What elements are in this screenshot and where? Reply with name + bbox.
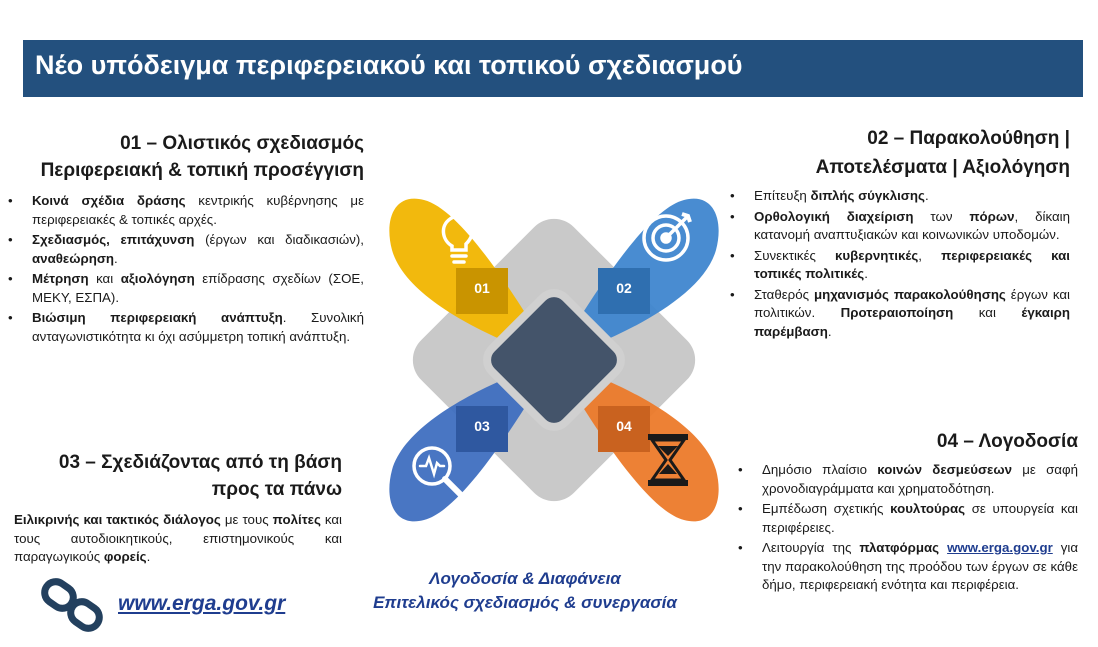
list-item: • Εμπέδωση σχετικής κουλτούρας σε υπουργεία και περιφέρειες. [734, 500, 1078, 537]
list-item: • Κοινά σχέδια δράσης κεντρικής κυβέρνησης με περιφερειακές & τοπικές αρχές. [4, 192, 364, 229]
list-item: • Ορθολογική διαχείριση των πόρων, δίκαιη κατανομή αναπτυξιακών και κοινωνικών υποδομών. [726, 208, 1070, 245]
list-item: • Λειτουργία της πλατφόρμας www.erga.gov.gr για την παρακολούθηση της προόδου των έργων σε κάθε δήμο, περιφερειακή ενότητα και περιφέρεια. [734, 539, 1078, 595]
section-03-heading-line2: προς τα πάνω [211, 479, 342, 500]
petal-number-02: 02 [616, 280, 632, 296]
list-item: • Επίτευξη διπλής σύγκλισης. [726, 187, 1070, 206]
section-01-heading-line2: Περιφερειακή & τοπική προσέγγιση [40, 160, 364, 181]
title-bar [23, 40, 1083, 97]
section-03-heading-line1: 03 – Σχεδιάζοντας από τη βάση [58, 452, 342, 473]
section-01-list [4, 192, 364, 348]
section-04-heading: 04 – Λογοδοσία [936, 431, 1078, 452]
chain-link-icon [40, 578, 106, 632]
list-item: • Δημόσιο πλαίσιο κοινών δεσμεύσεων με σαφή χρονοδιαγράμματα και χρηματοδότηση. [734, 461, 1078, 498]
four-petal-diagram [384, 190, 724, 530]
footer-line1: Λογοδοσία & Διαφάνεια [429, 569, 621, 588]
list-item: • Σταθερός μηχανισμός παρακολούθησης έργων και πολιτικών. Προτεραιοποίηση και έγκαιρη παρέμβαση. [726, 286, 1070, 342]
section-02-heading [720, 124, 1070, 182]
section-03-text: Ειλικρινής και τακτικός διάλογος με τους πολίτες και τους αυτοδιοικητικούς, επιστημονικούς και παραγωγικούς φορείς. [14, 512, 343, 564]
list-item: • Βιώσιμη περιφερειακή ανάπτυξη. Συνολική ανταγωνιστικότητα κι όχι ασύμμετρη τοπική ανάπτυξη. [4, 309, 364, 346]
petal-number-04: 04 [616, 418, 632, 434]
footer-tagline [340, 567, 710, 615]
list-item: • Συνεκτικές κυβερνητικές, περιφερειακές και τοπικές πολιτικές. [726, 247, 1070, 284]
section-02-heading-line1: 02 – Παρακολούθηση | [867, 128, 1070, 149]
section-04-list [734, 461, 1078, 597]
page-title: Νέο υπόδειγμα περιφερειακού και τοπικού σχεδιασμού [35, 50, 743, 80]
footer-line2: Επιτελικός σχεδιασμός & συνεργασία [373, 593, 677, 612]
erga-link[interactable]: www.erga.gov.gr [947, 540, 1053, 555]
section-01-heading [10, 130, 364, 184]
section-02-list [726, 187, 1070, 343]
section-03-heading [10, 449, 342, 503]
list-item: • Σχεδιασμός, επιτάχυνση (έργων και διαδικασιών), αναθεώρηση. [4, 231, 364, 268]
section-01-heading-line1: 01 – Ολιστικός σχεδιασμός [120, 133, 364, 154]
petal-number-03: 03 [474, 418, 490, 434]
list-item: • Μέτρηση και αξιολόγηση επίδρασης σχεδίων (ΣΟΕ, ΜΕΚΥ, ΕΣΠΑ). [4, 270, 364, 307]
petal-number-01: 01 [474, 280, 490, 296]
site-link[interactable]: www.erga.gov.gr [118, 592, 286, 615]
section-02-heading-line2: Αποτελέσματα | Αξιολόγηση [815, 157, 1070, 178]
